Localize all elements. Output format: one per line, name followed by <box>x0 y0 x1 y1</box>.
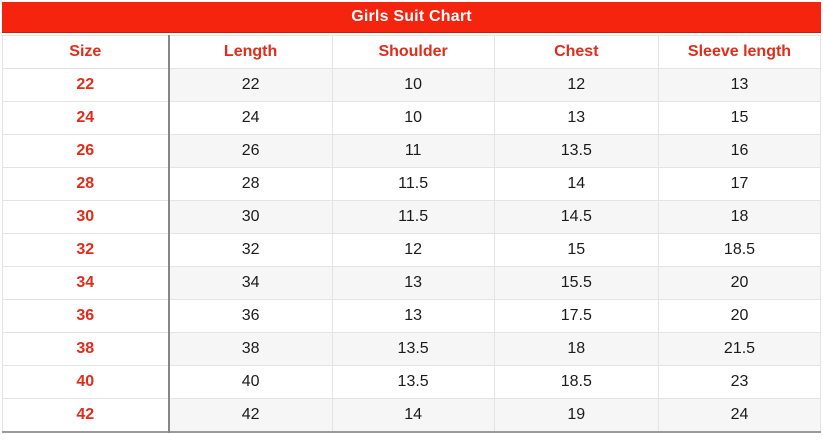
length-cell: 24 <box>169 102 333 135</box>
sleeve-length-cell: 15 <box>659 102 821 135</box>
shoulder-cell: 13.5 <box>332 366 494 399</box>
chest-cell: 15.5 <box>494 267 658 300</box>
size-cell: 36 <box>3 300 169 333</box>
shoulder-cell: 14 <box>332 399 494 432</box>
table-row <box>3 366 821 399</box>
sleeve-length-cell: 20 <box>659 300 821 333</box>
shoulder-cell: 13.5 <box>332 333 494 366</box>
shoulder-cell: 12 <box>332 234 494 267</box>
length-cell: 32 <box>169 234 333 267</box>
sleeve-length-cell: 17 <box>659 168 821 201</box>
chart-title: Girls Suit Chart <box>351 8 472 25</box>
chest-cell: 18.5 <box>494 366 658 399</box>
size-table <box>2 35 821 433</box>
length-cell: 38 <box>169 333 333 366</box>
length-cell: 40 <box>169 366 333 399</box>
length-cell: 28 <box>169 168 333 201</box>
table-row <box>3 201 821 234</box>
chest-cell: 14 <box>494 168 658 201</box>
table-header <box>3 36 821 69</box>
chest-cell: 15 <box>494 234 658 267</box>
table-row <box>3 267 821 300</box>
length-cell: 36 <box>169 300 333 333</box>
sleeve-length-cell: 18.5 <box>659 234 821 267</box>
chest-cell: 13.5 <box>494 135 658 168</box>
shoulder-cell: 13 <box>332 267 494 300</box>
chest-cell: 17.5 <box>494 300 658 333</box>
shoulder-cell: 10 <box>332 69 494 102</box>
table-body <box>3 69 821 432</box>
sleeve-length-cell: 24 <box>659 399 821 432</box>
size-cell: 42 <box>3 399 169 432</box>
shoulder-cell: 13 <box>332 300 494 333</box>
table-row <box>3 234 821 267</box>
shoulder-cell: 10 <box>332 102 494 135</box>
length-cell: 30 <box>169 201 333 234</box>
table-row <box>3 399 821 432</box>
column-header-shoulder: Shoulder <box>332 36 494 69</box>
header-row <box>3 36 821 69</box>
size-cell: 28 <box>3 168 169 201</box>
size-cell: 38 <box>3 333 169 366</box>
length-cell: 26 <box>169 135 333 168</box>
length-cell: 42 <box>169 399 333 432</box>
chest-cell: 14.5 <box>494 201 658 234</box>
size-cell: 22 <box>3 69 169 102</box>
table-row <box>3 102 821 135</box>
table-row <box>3 300 821 333</box>
chart-title-bar <box>2 2 821 33</box>
size-cell: 24 <box>3 102 169 135</box>
column-header-sleeve-length: Sleeve length <box>659 36 821 69</box>
size-cell: 32 <box>3 234 169 267</box>
shoulder-cell: 11.5 <box>332 201 494 234</box>
sleeve-length-cell: 18 <box>659 201 821 234</box>
length-cell: 22 <box>169 69 333 102</box>
sleeve-length-cell: 20 <box>659 267 821 300</box>
sleeve-length-cell: 13 <box>659 69 821 102</box>
table-row <box>3 168 821 201</box>
column-header-size: Size <box>3 36 169 69</box>
column-header-length: Length <box>169 36 333 69</box>
table-row <box>3 135 821 168</box>
shoulder-cell: 11.5 <box>332 168 494 201</box>
sleeve-length-cell: 23 <box>659 366 821 399</box>
chest-cell: 18 <box>494 333 658 366</box>
column-header-chest: Chest <box>494 36 658 69</box>
chest-cell: 12 <box>494 69 658 102</box>
chest-cell: 19 <box>494 399 658 432</box>
shoulder-cell: 11 <box>332 135 494 168</box>
table-row <box>3 333 821 366</box>
size-cell: 26 <box>3 135 169 168</box>
size-cell: 34 <box>3 267 169 300</box>
size-cell: 30 <box>3 201 169 234</box>
sleeve-length-cell: 16 <box>659 135 821 168</box>
length-cell: 34 <box>169 267 333 300</box>
size-cell: 40 <box>3 366 169 399</box>
sleeve-length-cell: 21.5 <box>659 333 821 366</box>
chest-cell: 13 <box>494 102 658 135</box>
table-row <box>3 69 821 102</box>
